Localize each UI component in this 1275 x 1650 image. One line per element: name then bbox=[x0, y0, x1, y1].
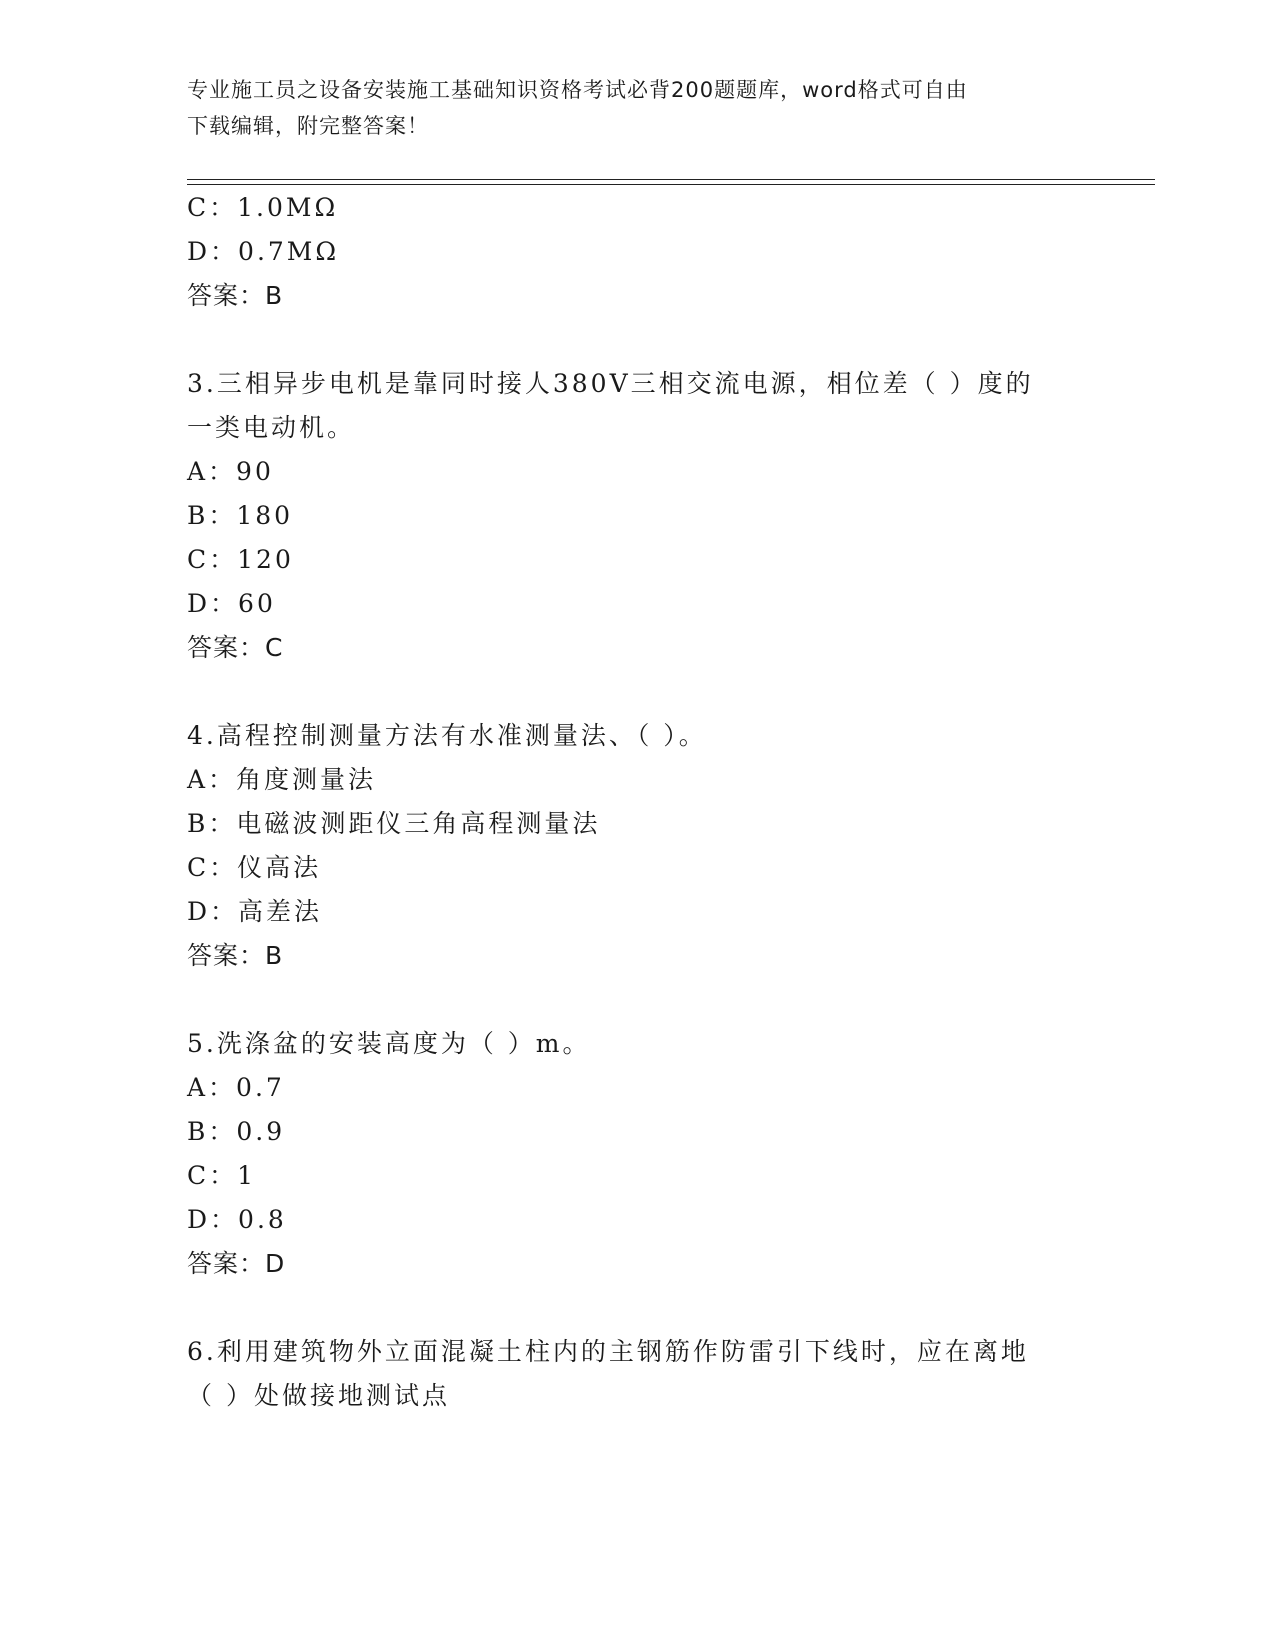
header-divider-bottom bbox=[187, 184, 1155, 185]
q5-option-d: D：0.8 bbox=[187, 1205, 287, 1234]
q2-option-c: C：1.0MΩ bbox=[187, 193, 339, 222]
q5-option-a: A：0.7 bbox=[187, 1073, 285, 1102]
q3-option-c: C：120 bbox=[187, 545, 294, 574]
header-line-2: 下载编辑，附完整答案！ bbox=[187, 114, 429, 138]
q3-stem-line-1: 3.三相异步电机是靠同时接人380V三相交流电源，相位差（ ）度的 bbox=[187, 369, 1034, 398]
q4-option-c: C：仪高法 bbox=[187, 853, 322, 882]
q4-answer: 答案：B bbox=[187, 941, 284, 970]
document-header bbox=[187, 72, 1087, 144]
q4-option-d: D：高差法 bbox=[187, 897, 323, 926]
q5-stem: 5.洗涤盆的安装高度为（ ）m。 bbox=[187, 1029, 591, 1058]
q3-option-d: D：60 bbox=[187, 589, 276, 618]
q6-stem-line-2: （ ）处做接地测试点 bbox=[187, 1381, 450, 1410]
q5-answer: 答案：D bbox=[187, 1249, 286, 1278]
q3-option-a: A：90 bbox=[187, 457, 274, 486]
q2-answer: 答案：B bbox=[187, 281, 284, 310]
q3-stem-line-2: 一类电动机。 bbox=[187, 413, 356, 442]
q3-option-b: B：180 bbox=[187, 501, 294, 530]
q3-answer: 答案：C bbox=[187, 633, 284, 662]
q4-option-b: B：电磁波测距仪三角高程测量法 bbox=[187, 809, 601, 838]
q4-stem: 4.高程控制测量方法有水准测量法、（ ）。 bbox=[187, 721, 707, 750]
q6-stem-line-1: 6.利用建筑物外立面混凝土柱内的主钢筋作防雷引下线时，应在离地 bbox=[187, 1337, 1029, 1366]
q2-option-d: D：0.7MΩ bbox=[187, 237, 340, 266]
header-line-1: 专业施工员之设备安装施工基础知识资格考试必背200题题库，word格式可自由 bbox=[187, 78, 968, 102]
header-divider-top bbox=[187, 179, 1155, 180]
q4-option-a: A：角度测量法 bbox=[187, 765, 377, 794]
q5-option-c: C：1 bbox=[187, 1161, 257, 1190]
q5-option-b: B：0.9 bbox=[187, 1117, 286, 1146]
